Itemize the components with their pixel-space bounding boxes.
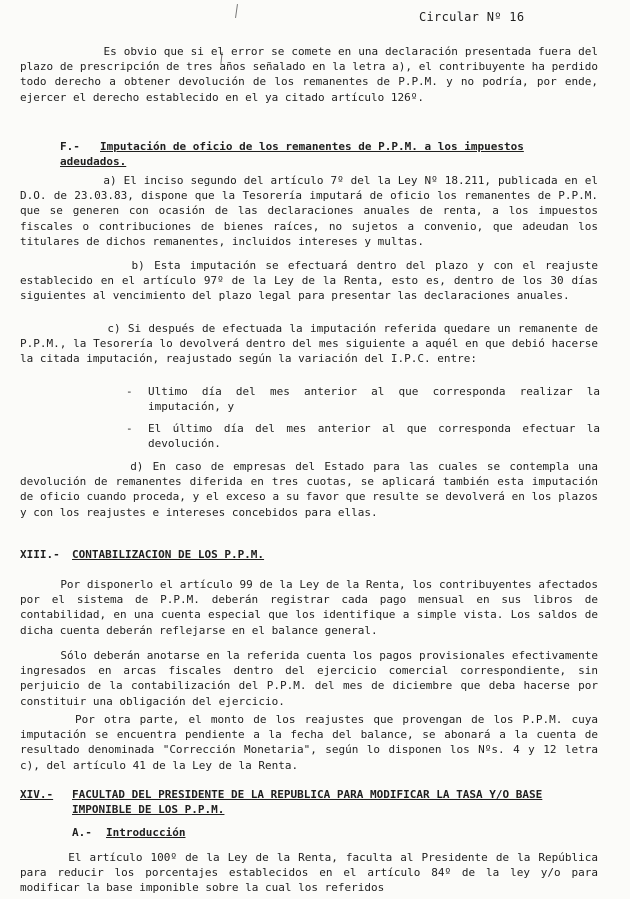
paragraph-b-imputacion: b) Esta imputación se efectuará dentro del plazo y con el reajuste establecido en el artículo 97º de la Ley de la Renta, esto es, dentro de los 30 días siguientes al vencimiento del plazo legal para presentar las declaraciones anuales. [20,259,605,303]
circular-number: Circular Nº 16 [419,10,525,24]
list-marker: - [126,385,133,398]
heading-text: Imputación de oficio de los remanentes de P.P.M. a los impuestos adeudados. [60,140,524,169]
heading-number: XIV.- [20,788,54,801]
heading-f-imputacion [60,139,580,169]
paragraph-c-remanente: c) Si después de efectuada la imputación referida quedare un remanente de P.P.M., la Tesorería lo devolverá dentro del mes siguiente a aquél en que debió hacerse la citada imputación, reajustado según la variación del I.P.C. entre: [20,322,605,366]
heading-xiii-contabilizacion [20,547,580,562]
paragraph-disponerlo: Por disponerlo el artículo 99 de la Ley de la Renta, los contribuyentes afectados por el sistema de P.P.M. deberán registrar cada pago mensual en sus libros de contabilidad, en una cuenta especial que los identifique a simple vista. Los saldos de dicha cuenta deberán reflejarse en el balance general. [20,578,605,637]
heading-number: A.- [72,826,92,839]
list-marker: - [126,422,133,435]
heading-a-introduccion [72,825,372,840]
list-item-text: Ultimo día del mes anterior al que corresponda realizar la imputación, y [148,385,607,414]
heading-text: FACULTAD DEL PRESIDENTE DE LA REPUBLICA PARA MODIFICAR LA TASA Y/O BASE IMPONIBLE DE LOS P.P.M. [72,788,543,817]
paragraph-d-empresas: d) En caso de empresas del Estado para las cuales se contempla una devolución de remanentes diferida en tres cuotas, se aplicará también esta imputación de oficio cuando proceda, y el exceso a su favor que resulte se devolverá en los plazos y con los reajustes e intereses concebidos para ellas. [20,460,605,519]
paragraph-a-inciso: a) El inciso segundo del artículo 7º del la Ley Nº 18.211, publicada en el D.O. de 23.03.83, dispone que la Tesorería imputará de oficio los remanentes de P.P.M. que se generen con ocasión de las declaraciones anuales de renta, a los impuestos fiscales o contribuciones de bienes raíces, no sujetos a convenio, que adeudan los titulares de dichos remanentes, incluidos intereses y multas. [20,174,605,248]
paragraph-articulo-100: El artículo 100º de la Ley de la Renta, faculta al Presidente de la República para reducir los porcentajes establecidos en el artículo 84º de la ley y/o para modificar la base imponible sobre la cual los referidos [20,851,605,895]
paragraph-solo-deberan: Sólo deberán anotarse en la referida cuenta los pagos provisionales efectivamente ingresados en arcas fiscales dentro del ejercicio comercial correspondiente, sin perjuicio de la contabilización del P.P.M. del mes de diciembre que deba hacerse por constituir una obligación del ejercicio. [20,649,605,708]
heading-xiv-facultad [20,787,598,817]
heading-number: F.- [60,140,80,153]
list-item-text: El último día del mes anterior al que corresponda efectuar la devolución. [148,422,607,451]
heading-text: CONTABILIZACION DE LOS P.P.M. [72,548,265,561]
paragraph-reajustes: Por otra parte, el monto de los reajustes que provengan de los P.P.M. cuya imputación se encuentra pendiente a la fecha del balance, se abonará a la cuenta de resultado denominada "Corrección Monetaria", según lo disponen los Nºs. 4 y 12 letra c), del artículo 41 de la Ley de la Renta. [20,713,605,772]
heading-text: Introducción [106,826,186,839]
heading-number: XIII.- [20,548,60,561]
paragraph-error-prescription: Es obvio que si el error se comete en una declaración presentada fuera del plazo de prescripción de tres años señalado en la letra a), el contribuyente ha perdido todo derecho a obtener devolución de los remanentes de P.P.M. y no podría, por ende, ejercer el derecho establecido en el ya citado artículo 126º. [20,45,605,104]
scan-mark [235,4,238,18]
